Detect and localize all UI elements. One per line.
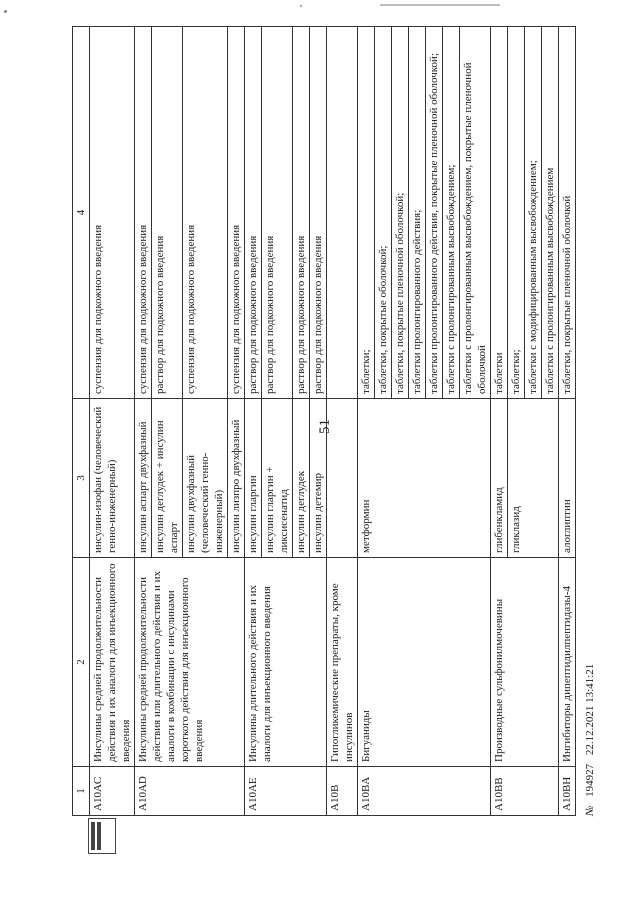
dosage-form: раствор для подкожного введения <box>293 27 310 399</box>
table-row <box>327 27 358 816</box>
dosage-form: таблетки; <box>508 27 525 399</box>
drug-name: алоглиптин <box>559 399 576 558</box>
atc-code: A10AD <box>135 767 245 816</box>
dosage-form: таблетки, покрытые оболочкой; <box>375 27 392 399</box>
table-row <box>245 27 262 816</box>
table-row <box>135 27 152 816</box>
dosage-form: таблетки; <box>358 27 375 399</box>
atc-code: A10BH <box>559 767 576 816</box>
certificate-stamp <box>88 818 116 854</box>
table-row <box>358 27 375 816</box>
drug-name: гликлазид <box>508 399 559 558</box>
dosage-form: суспензия для подкожного введения <box>135 27 152 399</box>
dosage-form: таблетки пролонгированного действия; <box>409 27 426 399</box>
drug-name: инсулин гларгин <box>245 399 262 558</box>
drug-name <box>327 399 358 558</box>
footer-timestamp: 22.12.2021 13:41:21 <box>584 663 596 756</box>
dosage-form: таблетки с модифицированным высвобождением; <box>525 27 542 399</box>
dosage-form: таблетки <box>491 27 508 399</box>
header-col-3: 3 <box>73 399 90 558</box>
dosage-form: раствор для подкожного введения <box>262 27 293 399</box>
drug-name: инсулин деглудек + инсулин аспарт <box>152 399 183 558</box>
dosage-form: раствор для подкожного введения <box>152 27 183 399</box>
table-body <box>90 27 576 816</box>
header-col-2: 2 <box>73 558 90 767</box>
drug-name: инсулин детемир <box>310 399 327 558</box>
document-footer <box>584 664 596 816</box>
drug-name: инсулин деглудек <box>293 399 310 558</box>
table-row <box>559 27 576 816</box>
dosage-form: раствор для подкожного введения <box>310 27 327 399</box>
drug-name: метформин <box>358 399 491 558</box>
atc-code: A10AE <box>245 767 327 816</box>
drug-name: инсулин двухфазный (человеческий генно-инженерный) <box>183 399 228 558</box>
page-number: 51 <box>317 419 333 434</box>
footer-doc-number: 194927 <box>584 763 596 797</box>
atc-code: A10BA <box>358 767 491 816</box>
scan-speck <box>300 5 302 7</box>
drug-name: инсулин-изофан (человеческий генно-инженерный) <box>90 399 135 558</box>
scan-edge <box>380 4 500 6</box>
atc-code: A10BB <box>491 767 559 816</box>
scan-speck <box>4 10 7 13</box>
atc-code: A10B <box>327 767 358 816</box>
anatomical-group: Бигуаниды <box>358 558 491 767</box>
header-row <box>73 27 90 816</box>
dosage-form: таблетки, покрытые пленочной оболочкой; <box>392 27 409 399</box>
dosage-form: таблетки с пролонгированным высвобождением, покрытые пленочной оболочкой <box>460 27 491 399</box>
dosage-form: таблетки с пролонгированным высвобождением; <box>443 27 460 399</box>
table-row <box>90 27 135 816</box>
dosage-form <box>327 27 358 399</box>
dosage-form: суспензия для подкожного введения <box>228 27 245 399</box>
dosage-form: таблетки пролонгированного действия, покрытые пленочной оболочкой; <box>426 27 443 399</box>
drug-name: инсулин гларгин + ликсисенатид <box>262 399 293 558</box>
header-col-1: 1 <box>73 767 90 816</box>
dosage-form: суспензия для подкожного введения <box>183 27 228 399</box>
drug-table <box>72 26 576 816</box>
anatomical-group: Инсулины средней продолжительности действия и их аналоги для инъекционного введения <box>90 558 135 767</box>
anatomical-group: Ингибиторы дипептидилпептидазы-4 <box>559 558 576 767</box>
anatomical-group: Гипогликемические препараты, кроме инсулинов <box>327 558 358 767</box>
header-col-4: 4 <box>73 27 90 399</box>
atc-code: A10AC <box>90 767 135 816</box>
drug-name: инсулин аспарт двухфазный <box>135 399 152 558</box>
table-row <box>491 27 508 816</box>
drug-name: глибенкламид <box>491 399 508 558</box>
anatomical-group: Производные сульфонилмочевины <box>491 558 559 767</box>
footer-sign: № <box>584 805 596 816</box>
dosage-form: раствор для подкожного введения <box>245 27 262 399</box>
anatomical-group: Инсулины средней продолжительности действия или длительного действия и их аналоги в комбинации с инсулинами короткого действия для инъекционного введения <box>135 558 245 767</box>
dosage-form: таблетки с пролонгированным высвобождением <box>542 27 559 399</box>
anatomical-group: Инсулины длительного действия и их аналоги для инъекционного введения <box>245 558 327 767</box>
dosage-form: таблетки, покрытые пленочной оболочкой <box>559 27 576 399</box>
drug-name: инсулин лизпро двухфазный <box>228 399 245 558</box>
table-frame <box>72 26 572 816</box>
dosage-form: суспензия для подкожного введения <box>90 27 135 399</box>
